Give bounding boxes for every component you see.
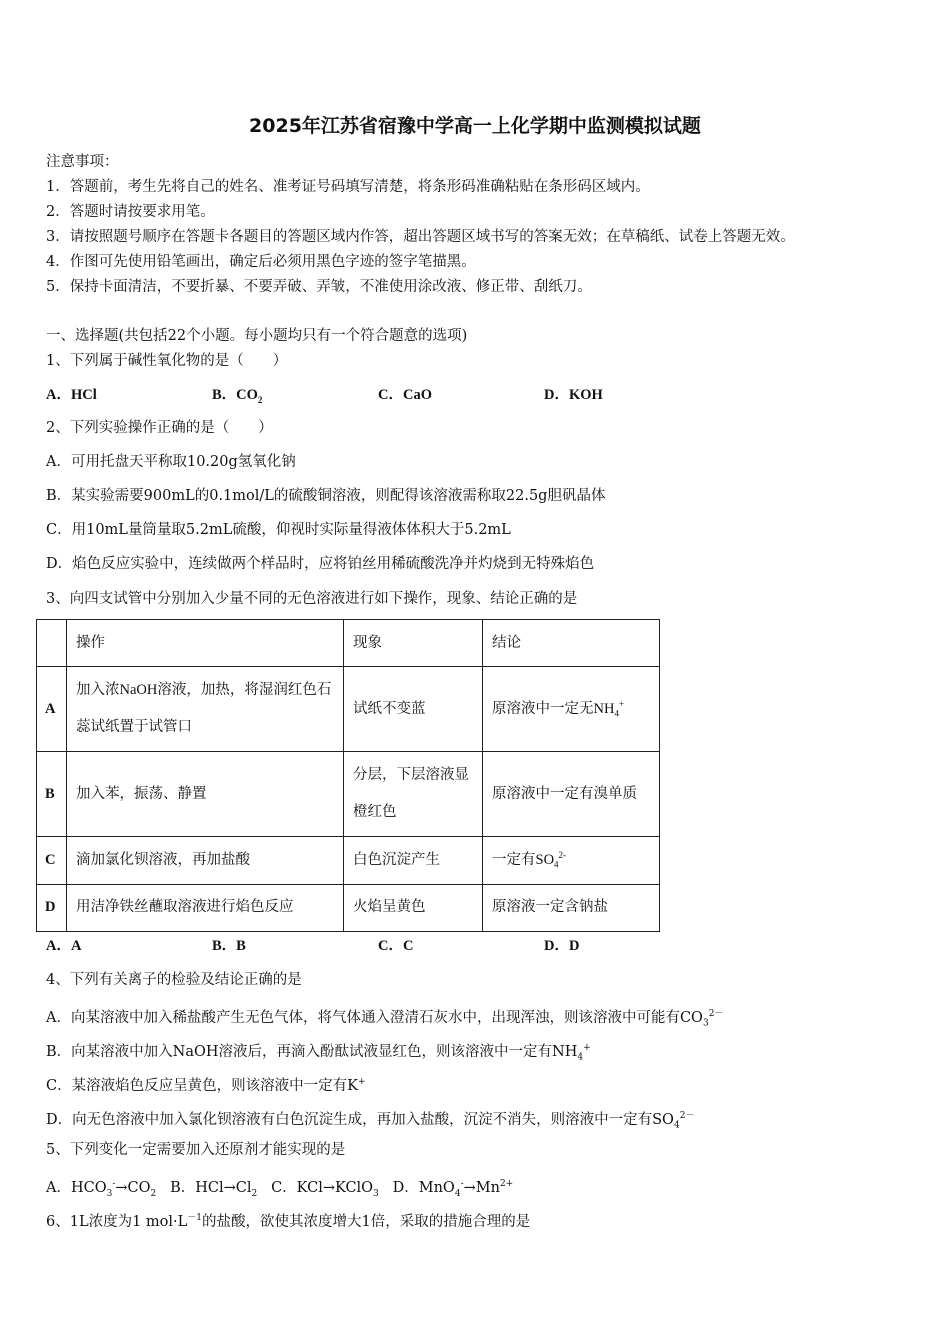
q5-stem: 5、下列变化一定需要加入还原剂才能实现的是: [46, 1142, 346, 1158]
row-operation: 加入苯，振荡、静置: [67, 752, 344, 837]
table-row: [37, 667, 660, 752]
page-title: 2025年江苏省宿豫中学高一上化学期中监测模拟试题: [249, 115, 701, 137]
q3-options: [46, 936, 710, 956]
q3-option-a: A．A: [46, 938, 82, 954]
q4-option-c: C．某溶液焰色反应呈黄色，则该溶液中一定有K+: [46, 1077, 366, 1094]
q4-option-d: D．向无色溶液中加入氯化钡溶液有白色沉淀生成，再加入盐酸，沉淀不消失，则溶液中一定有$SO_4^{2-}$: [46, 1111, 695, 1131]
row-conclusion: 原溶液中一定有溴单质: [483, 752, 660, 837]
notice-item-3: 3．请按照题号顺序在答题卡各题目的答题区域内作答，超出答题区域书写的答案无效；在草稿纸、试卷上答题无效。: [46, 229, 795, 245]
q1-option-d: D．KOH: [544, 387, 603, 403]
row-label: A: [37, 667, 67, 752]
row-phenomenon: 分层，下层溶液显橙红色: [344, 752, 483, 837]
q2-option-c: C．用10mL量筒量取5.2mL硫酸，仰视时实际量得液体体积大于5.2mL: [46, 522, 511, 538]
notice-heading: 注意事项：: [46, 154, 119, 170]
table-row: [37, 837, 660, 885]
row-operation: 加入浓NaOH溶液，加热，将湿润红色石蕊试纸置于试管口: [67, 667, 344, 752]
q1-stem: 1、下列属于碱性氧化物的是（ ）: [46, 353, 288, 369]
table-header-row: [37, 620, 660, 667]
q5-options: [46, 1174, 513, 1204]
q1-option-a: A．HCl: [46, 387, 97, 403]
q2-option-d: D．焰色反应实验中，连续做两个样品时，应将铂丝用稀硫酸洗净并灼烧到无特殊焰色: [46, 556, 595, 572]
row-label: C: [37, 837, 67, 885]
q1-options: [46, 385, 710, 410]
header-conclusion: 结论: [483, 620, 660, 667]
q3-stem: 3、向四支试管中分别加入少量不同的无色溶液进行如下操作，现象、结论正确的是: [46, 591, 578, 607]
row-phenomenon: 火焰呈黄色: [344, 884, 483, 931]
notice-item-5: 5．保持卡面清洁，不要折暴、不要弄破、弄皱，不准使用涂改液、修正带、刮纸刀。: [46, 279, 592, 295]
notice-item-4: 4．作图可先使用铅笔画出，确定后必须用黑色字迹的签字笔描黑。: [46, 254, 476, 270]
q3-table: [36, 619, 660, 932]
q3-option-b: B．B: [212, 938, 246, 954]
row-phenomenon: 白色沉淀产生: [344, 837, 483, 885]
q5-option-c: C．KCl→KClO$_3$: [271, 1179, 379, 1199]
row-label: D: [37, 884, 67, 931]
section-heading: 一、选择题(共包括22个小题。每小题均只有一个符合题意的选项): [46, 328, 468, 344]
q5-option-a: A．$HCO_3^-\to CO_2$: [46, 1179, 157, 1199]
notice-item-1: 1．答题前，考生先将自己的姓名、准考证号码填写清楚，将条形码准确粘贴在条形码区域内。: [46, 179, 650, 195]
row-phenomenon: 试纸不变蓝: [344, 667, 483, 752]
table-row: [37, 884, 660, 931]
q2-option-a: A．可用托盘天平称取10.20g氢氧化钠: [46, 454, 296, 470]
row-conclusion: 一定有$SO_4^{2-}$: [483, 837, 660, 885]
q2-stem: 2、下列实验操作正确的是（ ）: [46, 420, 273, 436]
table-row: [37, 752, 660, 837]
row-label: B: [37, 752, 67, 837]
q4-option-b: B．向某溶液中加入NaOH溶液后，再滴入酚酞试液显红色，则该溶液中一定有$NH_4^+$: [46, 1043, 591, 1063]
q2-option-b: B．某实验需要900mL的0.1mol/L的硫酸铜溶液，则配得该溶液需称取22.5g胆矾晶体: [46, 488, 606, 504]
q3-option-c: C．C: [378, 938, 414, 954]
q4-stem: 4、下列有关离子的检验及结论正确的是: [46, 972, 302, 988]
q5-option-d: D．$MnO_4^-\to Mn^{2+}$: [392, 1179, 514, 1199]
q3-option-d: D．D: [544, 938, 580, 954]
notice-item-2: 2．答题时请按要求用笔。: [46, 204, 215, 220]
row-conclusion: 原溶液一定含钠盐: [483, 884, 660, 931]
row-conclusion: 原溶液中一定无$NH_4^+$: [483, 667, 660, 752]
header-operation: 操作: [67, 620, 344, 667]
header-phenomenon: 现象: [344, 620, 483, 667]
q5-option-b: B．$HCl\to Cl_2$: [170, 1179, 258, 1199]
row-operation: 滴加氯化钡溶液，再加盐酸: [67, 837, 344, 885]
q4-option-a: A．向某溶液中加入稀盐酸产生无色气体，将气体通入澄清石灰水中，出现浑浊，则该溶液中可能有$CO_3^{2-}$: [46, 1009, 724, 1029]
row-operation: 用洁净铁丝蘸取溶液进行焰色反应: [67, 884, 344, 931]
q6-stem: 6、1L浓度为1 $mol\cdot L^{-1}$的盐酸，欲使其浓度增大1倍，采取的措施合理的是: [46, 1213, 531, 1230]
q1-option-b: B．$CO_2$: [212, 387, 263, 405]
q1-option-c: C．CaO: [378, 387, 432, 403]
